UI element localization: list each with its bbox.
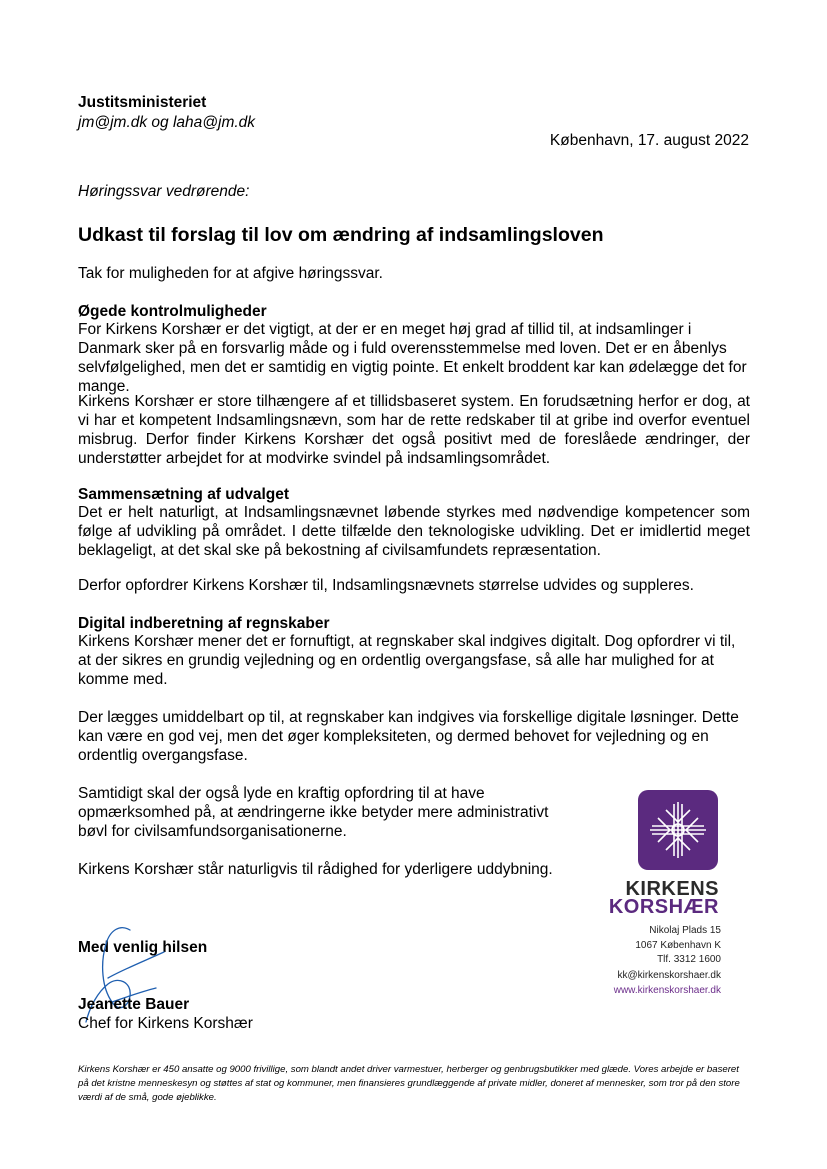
brand-line-2: KORSHÆR (608, 896, 719, 918)
section-control-paragraph-2: Kirkens Korshær er store tilhængere af et tillidsbaseret system. En forudsætning herfor er dog, at vi har et kompetent Indsamlingsnævn, som har de rette redskaber til at gribe ind overfor eventuel misbrug. Derfor finder Kirkens Korshær det også positivt med de foreslåede ændringer, der understøtter arbejdet for at modvirke svindel på indsamlingsområdet. (78, 393, 750, 467)
signoff-greeting: Med venlig hilsen (78, 939, 208, 956)
recipient-name: Justitsministeriet (78, 94, 207, 111)
page-footer: Kirkens Korshær er 450 ansatte og 9000 frivillige, som blandt andet driver varmestuer, herberger og genbrugsbutikker med glæde. Vores arbejde er baseret på det kristne menneskesyn og støttes af stat og kommuner, men finansieres grundlæggende af private midler, doneret af mennesker, som tror på den store værdi af de små, gode øjeblikke. (78, 1064, 740, 1103)
dateline: København, 17. august 2022 (549, 132, 749, 149)
section-control-paragraph-1: For Kirkens Korshær er det vigtigt, at der er en meget høj grad af tillid til, at indsamlinger i Danmark sker på en forsvarlig måde og i fuld overensstemmelse med loven. Det er en åbenlys selvfølgelighed, men det er samtidig en vigtig pointe. Et enkelt broddent kar kan ødelægge det for mange. (78, 321, 747, 395)
section-heading-digital: Digital indberetning af regnskaber (78, 615, 330, 632)
recipient-emails: jm@jm.dk og laha@jm.dk (78, 114, 256, 131)
regarding-label: Høringssvar vedrørende: (78, 183, 250, 200)
section-heading-composition: Sammensætning af udvalget (78, 486, 290, 503)
section-digital-paragraph-1: Kirkens Korshær mener det er fornuftigt, at regnskaber skal indgives digitalt. Dog opfordrer vi til, at der sikres en grundig vejledning og en ordentlig overgangsfase, så alle har mulighed for at komme med. (78, 633, 736, 688)
intro-paragraph: Tak for muligheden for at afgive høringssvar. (78, 265, 383, 282)
org-address-2: 1067 København K (635, 940, 721, 951)
org-address-1: Nikolaj Plads 15 (649, 925, 721, 936)
kirkens-korshaer-logo (638, 790, 718, 870)
org-website-link[interactable]: www.kirkenskorshaer.dk (613, 985, 721, 996)
section-composition-paragraph-2: Derfor opfordrer Kirkens Korshær til, Indsamlingsnævnets størrelse udvides og suppleres. (78, 577, 694, 594)
brand-line-1: KIRKENS (625, 878, 719, 900)
section-digital-paragraph-3: Samtidigt skal der også lyde en kraftig opfordring til at have opmærksomhed på, at ændringerne ikke betyder mere administrativt bøvl for civilsamfundsorganisationerne. (78, 785, 549, 840)
signoff-name: Jeanette Bauer (78, 996, 190, 1013)
section-composition-paragraph-1: Det er helt naturligt, at Indsamlingsnævnet løbende styrkes med nødvendige kompetencer som følge af udvikling på området. I dette tilfælde den teknologiske udvikling. Det er imidlertid meget beklageligt, at det skal ske på bekostning af civilsamfundets repræsentation. (78, 504, 750, 559)
section-heading-control: Øgede kontrolmuligheder (78, 303, 267, 320)
org-phone: Tlf. 3312 1600 (657, 954, 721, 965)
document-title: Udkast til forslag til lov om ændring af indsamlingsloven (78, 224, 604, 246)
org-email[interactable]: kk@kirkenskorshaer.dk (617, 970, 721, 981)
closing-note: Kirkens Korshær står naturligvis til rådighed for yderligere uddybning. (78, 861, 553, 878)
cross-emblem-icon (646, 798, 710, 862)
signoff-title: Chef for Kirkens Korshær (78, 1015, 253, 1032)
section-digital-paragraph-2: Der lægges umiddelbart op til, at regnskaber kan indgives via forskellige digitale løsninger. Dette kan være en god vej, men det øger kompleksiteten, og dermed behovet for vejledning og en ordentlig overgangsfase. (78, 709, 739, 764)
